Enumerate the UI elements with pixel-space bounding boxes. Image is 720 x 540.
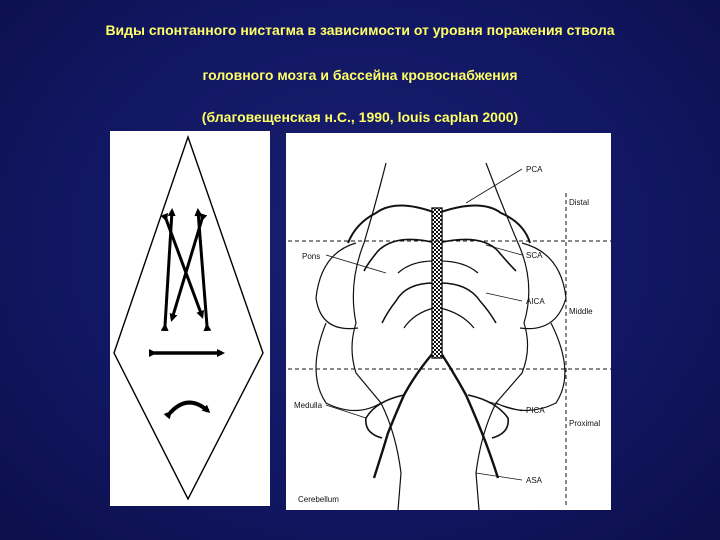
label-distal: Distal xyxy=(569,198,590,207)
label-sca: SCA xyxy=(526,251,543,260)
label-cerebellum: Cerebellum xyxy=(298,495,339,504)
title-line-1: Виды спонтанного нистагма в зависимости от уровня поражения ствола xyxy=(105,22,615,38)
title-line-2: головного мозга и бассейна кровоснабжения xyxy=(202,67,518,83)
label-middle: Middle xyxy=(569,307,593,316)
nystagmus-diagram xyxy=(110,131,270,506)
label-medulla: Medulla xyxy=(294,401,323,410)
label-pca: PCA xyxy=(526,165,543,174)
diamond-outline xyxy=(114,137,263,499)
rotatory-arrow xyxy=(170,402,208,413)
label-pica: PICA xyxy=(526,406,545,415)
label-aica: AICA xyxy=(526,297,545,306)
label-pons: Pons xyxy=(302,252,321,261)
title-line-3: (благовещенская н.С., 1990, louis caplan 2000) xyxy=(201,109,519,125)
nystagmus-diagram-panel xyxy=(110,131,270,506)
brainstem-diagram xyxy=(286,133,611,510)
brainstem-vascular-panel xyxy=(286,133,611,510)
label-asa: ASA xyxy=(526,476,543,485)
label-proximal: Proximal xyxy=(569,419,601,428)
